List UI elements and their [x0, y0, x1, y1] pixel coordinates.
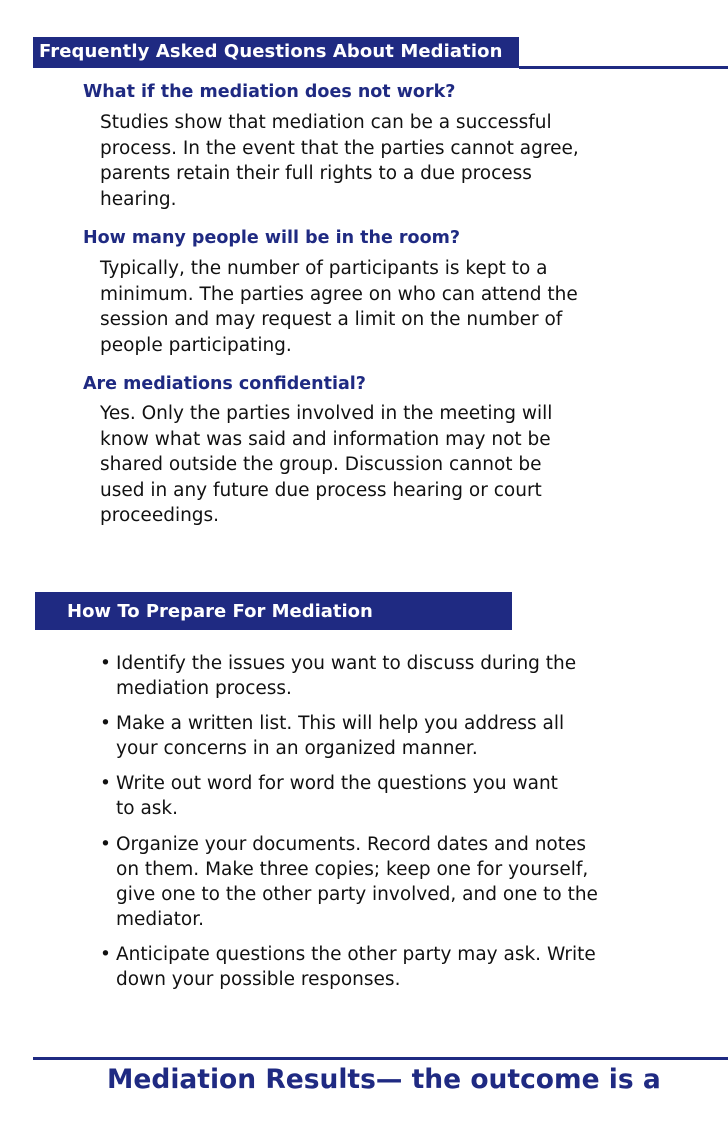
faq-answer-line: Studies show that mediation can be a successful — [100, 112, 552, 133]
bullet-icon: • — [100, 944, 111, 965]
bullet-icon: • — [100, 713, 111, 734]
faq-answer-line: process. In the event that the parties cannot agree, — [100, 137, 579, 159]
faq-answer-line: people participating. — [100, 334, 292, 356]
prepare-item-line: Anticipate questions the other party may ask. Write — [116, 944, 596, 965]
faq-section-title: Frequently Asked Questions About Mediation — [39, 41, 503, 62]
prepare-item-line: Identify the issues you want to discuss during the — [116, 653, 577, 674]
prepare-item-line: on them. Make three copies; keep one for yourself, — [116, 859, 589, 880]
faq-answer — [100, 110, 660, 212]
faq-answer-line: Typically, the number of participants is kept to a — [100, 258, 548, 279]
bullet-icon: • — [100, 834, 111, 855]
header-rule — [519, 66, 728, 69]
faq-section-header — [33, 37, 519, 68]
faq-answer-line: parents retain their full rights to a due process — [100, 163, 532, 184]
prepare-item-line: to ask. — [116, 798, 179, 819]
faq-question: How many people will be in the room? — [83, 228, 460, 248]
faq-question: What if the mediation does not work? — [83, 82, 456, 102]
prepare-item-line: Make a written list. This will help you address all — [116, 713, 565, 734]
prepare-item-line: Write out word for word the questions you want — [116, 773, 558, 794]
faq-answer-line: know what was said and information may not be — [100, 428, 551, 450]
prepare-item-line: down your possible responses. — [116, 969, 401, 990]
prepare-list-item — [100, 942, 680, 992]
prepare-list-item — [100, 832, 680, 932]
prepare-item-line: mediator. — [116, 909, 204, 930]
faq-answer-line: proceedings. — [100, 505, 220, 526]
prepare-section-header — [35, 592, 512, 630]
faq-answer — [100, 401, 660, 529]
section-divider — [33, 1057, 728, 1060]
bullet-icon: • — [100, 653, 111, 674]
prepare-list-item — [100, 711, 680, 761]
prepare-list-item — [100, 651, 680, 701]
prepare-list-item — [100, 771, 680, 821]
faq-answer-line: session and may request a limit on the number of — [100, 309, 563, 330]
prepare-section-title: How To Prepare For Mediation — [67, 601, 373, 622]
prepare-item-line: mediation process. — [116, 678, 292, 699]
mediation-results-heading: Mediation Results— the outcome is a — [107, 1064, 661, 1095]
prepare-item-line: give one to the other party involved, and one to the — [116, 884, 598, 905]
prepare-item-line: your concerns in an organized manner. — [116, 738, 478, 759]
faq-question: Are mediations confidential? — [83, 374, 366, 394]
faq-answer-line: minimum. The parties agree on who can attend the — [100, 283, 578, 305]
prepare-item-line: Organize your documents. Record dates and notes — [116, 834, 587, 855]
faq-answer-line: used in any future due process hearing or court — [100, 479, 542, 501]
bullet-icon: • — [100, 773, 111, 794]
faq-answer-line: Yes. Only the parties involved in the meeting will — [100, 403, 553, 424]
faq-answer-line: shared outside the group. Discussion cannot be — [100, 454, 542, 475]
faq-answer — [100, 256, 660, 358]
faq-answer-line: hearing. — [100, 188, 177, 210]
